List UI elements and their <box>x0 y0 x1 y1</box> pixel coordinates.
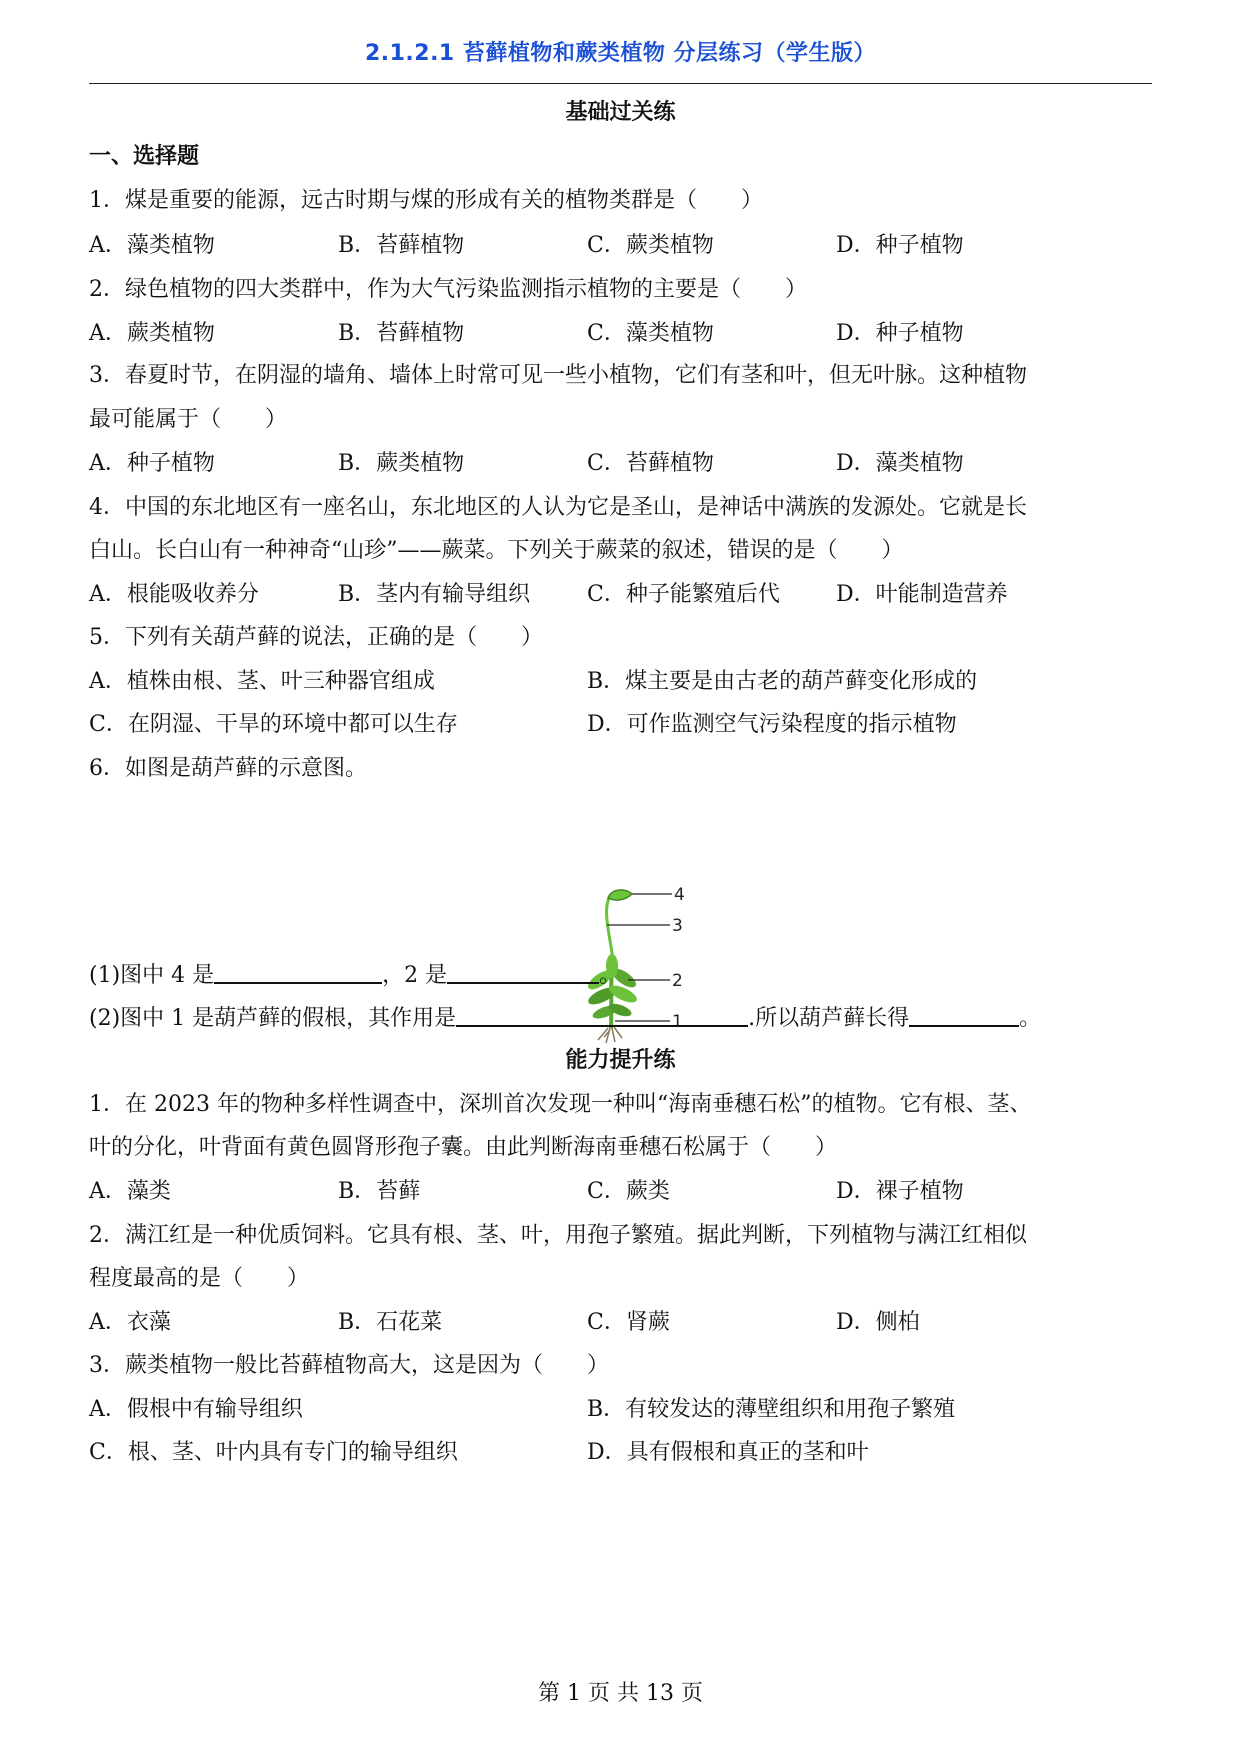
option-d: D．裸子植物 <box>836 1179 964 1204</box>
option-a: A．根能吸收养分 <box>89 582 259 607</box>
option-d: D．种子植物 <box>836 233 964 258</box>
option-c: C．蕨类 <box>587 1179 670 1204</box>
option-c: C．苔藓植物 <box>587 451 714 476</box>
option-b: B．煤主要是由古老的葫芦藓变化形成的 <box>587 669 978 694</box>
document-header-title: 2.1.2.1 苔藓植物和蕨类植物 分层练习（学生版） <box>364 41 877 66</box>
header-divider <box>89 83 1152 84</box>
option-b: B．苔藓植物 <box>338 233 465 258</box>
question-stem: 3．蕨类植物一般比苔藓植物高大，这是因为（ ） <box>89 1353 609 1378</box>
question-stem: 1．在 2023 年的物种多样性调查中，深圳首次发现一种叫“海南垂穗石松”的植物。它有根、茎、 <box>89 1092 1032 1117</box>
figure-label-4: 4 <box>674 885 685 905</box>
sub-question-text: .所以葫芦藓长得 <box>748 1006 910 1031</box>
option-a: A．衣藻 <box>89 1310 171 1335</box>
sub-question-text: ，2 是 <box>382 963 448 988</box>
option-c: C．根、茎、叶内具有专门的输导组织 <box>89 1440 458 1465</box>
option-d: D．藻类植物 <box>836 451 964 476</box>
option-b: B．苔藓 <box>338 1179 421 1204</box>
question-stem: 5．下列有关葫芦藓的说法，正确的是（ ） <box>89 625 543 650</box>
part-title-choice: 一、选择题 <box>89 144 200 169</box>
option-b: B．苔藓植物 <box>338 321 465 346</box>
option-c: C．蕨类植物 <box>587 233 714 258</box>
figure-label-1: 1 <box>672 1012 683 1032</box>
question-stem-continued: 白山。长白山有一种神奇“山珍”——蕨菜。下列关于蕨菜的叙述，错误的是（ ） <box>89 538 904 563</box>
question-stem: 6．如图是葫芦藓的示意图。 <box>89 756 367 781</box>
section-title-basic: 基础过关练 <box>565 100 676 125</box>
capsule-shape <box>608 890 632 900</box>
sub-question-text: 。 <box>1019 1006 1042 1031</box>
sub-question-text: (1)图中 4 是 <box>89 963 215 988</box>
section-title-advanced: 能力提升练 <box>565 1048 676 1073</box>
question-stem: 3．春夏时节，在阴湿的墙角、墙体上时常可见一些小植物，它们有茎和叶，但无叶脉。这种植物 <box>89 363 1028 388</box>
option-c: C．种子能繁殖后代 <box>587 582 780 607</box>
sub-question-text: 。 <box>599 963 622 988</box>
sub-question-1 <box>89 960 621 991</box>
option-d: D．叶能制造营养 <box>836 582 1008 607</box>
sub-question-text: (2)图中 1 是葫芦藓的假根，其作用是 <box>89 1006 457 1031</box>
answer-blank[interactable] <box>447 960 599 984</box>
question-stem-continued: 叶的分化，叶背面有黄色圆肾形孢子囊。由此判断海南垂穗石松属于（ ） <box>89 1135 838 1160</box>
option-a: A．藻类植物 <box>89 233 215 258</box>
option-c: C．藻类植物 <box>587 321 714 346</box>
answer-blank[interactable] <box>909 1003 1019 1027</box>
question-stem: 2．满江红是一种优质饲料。它具有根、茎、叶，用孢子繁殖。据此判断，下列植物与满江红相似 <box>89 1223 1028 1248</box>
answer-blank[interactable] <box>456 1003 748 1027</box>
question-stem: 2．绿色植物的四大类群中，作为大气污染监测指示植物的主要是（ ） <box>89 277 807 302</box>
option-d: D．侧柏 <box>836 1310 920 1335</box>
option-c: C．肾蕨 <box>587 1310 670 1335</box>
option-b: B．石花菜 <box>338 1310 443 1335</box>
option-a: A．植株由根、茎、叶三种器官组成 <box>89 669 435 694</box>
question-stem: 1．煤是重要的能源，远古时期与煤的形成有关的植物类群是（ ） <box>89 188 763 213</box>
question-stem-continued: 最可能属于（ ） <box>89 407 288 432</box>
option-a: A．假根中有输导组织 <box>89 1397 303 1422</box>
option-b: B．有较发达的薄壁组织和用孢子繁殖 <box>587 1397 956 1422</box>
figure-label-3: 3 <box>672 916 683 936</box>
option-a: A．藻类 <box>89 1179 171 1204</box>
option-d: D．可作监测空气污染程度的指示植物 <box>587 712 957 737</box>
seta-shape <box>607 896 613 960</box>
option-c: C．在阴湿、干旱的环境中都可以生存 <box>89 712 458 737</box>
figure-label-2: 2 <box>672 971 683 991</box>
sub-question-2 <box>89 1003 1041 1034</box>
option-b: B．蕨类植物 <box>338 451 465 476</box>
page-number-footer: 第 1 页 共 13 页 <box>538 1681 703 1706</box>
option-a: A．蕨类植物 <box>89 321 215 346</box>
option-b: B．茎内有输导组织 <box>338 582 531 607</box>
option-d: D．具有假根和真正的茎和叶 <box>587 1440 869 1465</box>
answer-blank[interactable] <box>214 960 382 984</box>
option-d: D．种子植物 <box>836 321 964 346</box>
question-stem-continued: 程度最高的是（ ） <box>89 1266 310 1291</box>
question-stem: 4．中国的东北地区有一座名山，东北地区的人认为它是圣山，是神话中满族的发源处。它就是长 <box>89 495 1028 520</box>
option-a: A．种子植物 <box>89 451 215 476</box>
